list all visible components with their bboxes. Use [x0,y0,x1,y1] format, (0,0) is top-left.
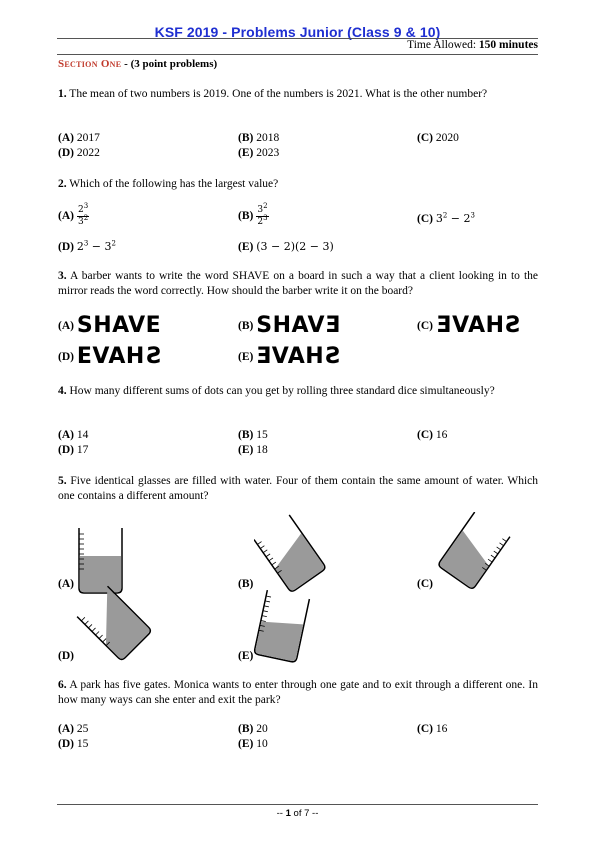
option-label: (C) [417,213,433,225]
option-label: (B) [238,429,254,441]
shave-word-reversed: EVAHS [76,344,162,369]
time-label: Time Allowed: [407,39,477,51]
option-d [58,444,88,456]
option-label: (C) [417,132,433,144]
question-6 [58,678,538,708]
footer-suffix: -- [309,808,319,819]
option-b [238,132,279,144]
option-label: (A) [58,210,74,223]
shave-word-normal: SHAVE [76,313,162,338]
option-value: 25 [76,723,89,735]
option-b [238,202,269,227]
option-label: (D) [58,351,74,363]
option-value: 15 [256,429,268,441]
option-b [238,578,253,590]
option-value: 10 [256,738,268,750]
total-pages: 7 [304,808,310,819]
option-label: (D) [58,738,74,750]
option-b [238,313,341,338]
option-c [417,212,475,225]
option-label: (D) [58,147,74,159]
option-b [238,429,268,441]
option-label: (A) [58,320,74,332]
question-text: A park has five gates. Monica wants to enter through one gate and to exit through a different one. In how many ways can she enter and exit the park? [58,679,538,706]
option-label: (A) [58,132,74,144]
glass-c-icon [438,512,514,592]
option-label: (B) [238,723,254,735]
expression: (3 − 2)(2 − 3) [256,240,334,253]
option-value: 2022 [76,147,100,159]
option-label: (D) [58,444,74,456]
question-3 [58,269,538,299]
option-label: (B) [238,210,254,223]
option-e [238,344,341,369]
option-label: (A) [58,578,74,590]
option-c [417,429,447,441]
option-value: 15 [76,738,89,750]
option-label: (E) [238,650,254,662]
option-value: 17 [76,444,89,456]
footer-rule [57,804,538,805]
option-label: (C) [417,429,433,441]
fraction: $\frac{3^2}{2^3}$ [257,202,268,227]
section-name: Section One [58,58,122,70]
time-value: 150 minutes [478,39,538,51]
page-title: KSF 2019 - Problems Junior (Class 9 & 10) [154,24,441,40]
glass-b-icon [254,512,330,592]
glass-e-icon [252,590,312,664]
option-label: (A) [58,723,74,735]
question-2 [58,177,538,192]
option-value: 14 [76,429,89,441]
option-d [58,240,116,253]
option-c [417,132,459,144]
option-e [238,650,253,662]
option-label: (E) [238,147,254,159]
option-label: (E) [238,351,254,363]
option-a [58,313,161,338]
section-subtitle: (3 point problems) [130,58,218,70]
question-number: 5. [58,475,67,487]
option-label: (E) [238,738,254,750]
question-1 [58,87,538,102]
option-value: 2017 [76,132,100,144]
current-page: 1 [285,808,291,819]
option-label: (A) [58,429,74,441]
option-label: (C) [417,320,433,332]
question-text: Which of the following has the largest value? [69,178,279,190]
option-value: 16 [435,429,448,441]
time-allowed [407,39,538,51]
option-label: (B) [238,132,254,144]
question-number: 2. [58,178,67,190]
question-number: 4. [58,385,67,397]
option-value: 2018 [256,132,280,144]
option-value: 2023 [256,147,280,159]
option-c [417,723,447,735]
question-text: How many different sums of dots can you get by rolling three standard dice simultaneously? [69,385,495,397]
shave-word-reversed-mirrored: EVAHS [256,344,341,369]
option-d [58,650,74,662]
expression: $3^2 - 2^3$ [435,211,475,225]
option-e [238,738,268,750]
header-rule-2 [57,54,538,55]
option-d [58,147,100,159]
option-label: (B) [238,320,254,332]
option-e [238,444,268,456]
question-4 [58,384,538,399]
option-value: 18 [256,444,268,456]
question-5 [58,474,538,504]
footer-of: of [290,808,305,819]
glass-d-icon [76,585,156,661]
option-value: 16 [435,723,448,735]
fraction: $\frac{2^3}{3^2}$ [77,202,89,227]
option-e [238,147,279,159]
option-b [238,723,268,735]
section-sep: - [121,58,131,70]
option-a [58,578,74,590]
option-a [58,132,100,144]
option-a [58,429,88,441]
option-c [417,578,433,590]
option-label: (E) [238,444,254,456]
question-number: 6. [58,679,67,691]
option-d [58,738,88,750]
shave-word-mirrored: SHAVE [435,313,521,338]
expression: $2^3 - 3^2$ [76,239,116,253]
option-a [58,202,89,227]
option-value: 2020 [435,132,459,144]
shave-word-mirrored-e: SHAVE [256,313,341,338]
option-label: (C) [417,578,433,590]
footer-prefix: -- [276,808,286,819]
option-label: (C) [417,723,433,735]
option-label: (E) [238,241,254,253]
question-number: 1. [58,88,67,100]
option-a [58,723,88,735]
section-heading [58,58,217,70]
page-number [0,808,595,819]
question-text: A barber wants to write the word SHAVE on a board in such a way that a client looking in to the mirror reads the word correctly. How should the barber write it on the board? [58,270,538,297]
option-label: (D) [58,241,74,253]
option-label: (D) [58,650,74,662]
option-e [238,240,334,253]
option-label: (B) [238,578,254,590]
option-c [417,313,520,338]
option-value: 20 [256,723,268,735]
option-d [58,344,161,369]
question-text: The mean of two numbers is 2019. One of the numbers is 2021. What is the other number? [69,88,488,100]
question-text: Five identical glasses are filled with water. Four of them contain the same amount of water. Which one contains a different amount? [58,475,539,502]
question-number: 3. [58,270,67,282]
